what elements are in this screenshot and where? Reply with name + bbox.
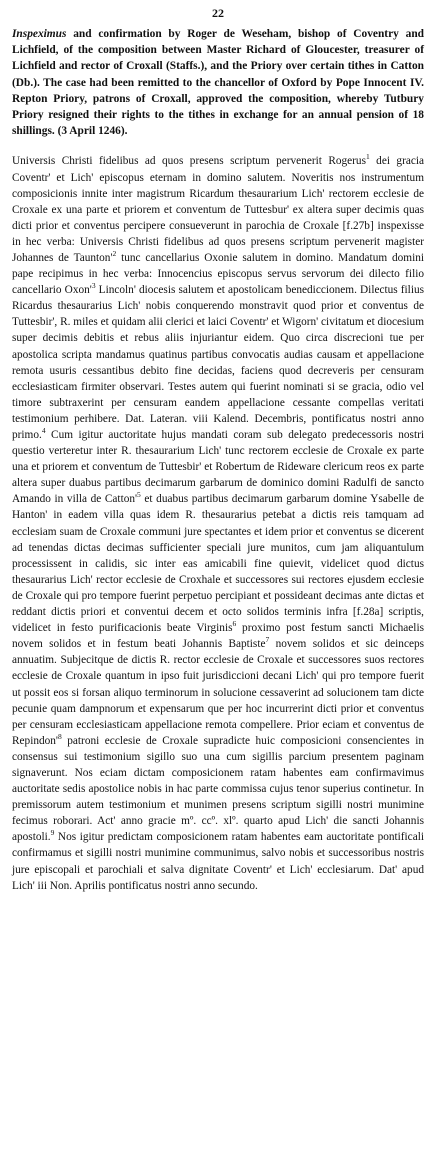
text-segment: Lincoln' diocesis salutem et apostolicam benediccionem. Dilectus filius Ricardus thesaurarius Lich' nobis conquerendo monstravit quod prior et conventus de Tuttesbir', R. miles et quidam alii clerici et laici Coventr' et Wigorn' civitatum et diocesium super decimis debitis et rebus aliis injuriantur eidem. Quo circa discrecioni tue per apostolica scripta mandamus quatinus partibus convocatis audias causam et appellacione remota usuris cessantibus debito fine decidas, faciens quod decreveris per censuram ecclesiasticam firmiter observari. Testes autem qui fuerint nominati si se gracia, odio vel timore subtraxerint per censuram eandem appellacione cessante compellas veritati testimonium perhibere. Dat. Lateran. viii Kalend. Decembris, pontificatus nostri anno primo. [12, 284, 425, 442]
text-segment: novem solidos et sic deinceps annuatim. Subjecitque de dictis R. rector ecclesie de Croxale et successores suos rectores ecclesie de Croxale quantum in ipso fuit jurisdiccioni decani Lich' qui pro tempore fuerit ut possit eos si forsan aliquo terminorum in solucione cessaverint ad solucionem tam dicte pecunie quam dampnorum et expensarum que per hoc incurrerint dicti prior et conventus per censuram ecclesiasticam appellacione remota compellere. Prior eciam et conventus de Repindon' [12, 638, 425, 747]
text-segment: Nos igitur predictam composicionem ratam habentes eam auctoritate pontificali confirmamus et sigilli nostri munimine communimus, salvo nobis et successoribus nostris jure episcopali et parochiali et salva dignitate Coventr' et Lich' ecclesiarum. Dat' apud Lich' iii Non. Aprilis pontificatus nostri anno secundo. [12, 831, 424, 892]
summary-lead-italic: Inspeximus [12, 28, 67, 40]
charter-summary [12, 26, 424, 139]
footnote-marker: 7 [265, 635, 270, 645]
footnote-marker: 4 [41, 426, 46, 436]
footnote-marker: 6 [232, 619, 237, 629]
footnote-marker: 2 [112, 249, 117, 259]
charter-latin-text [12, 153, 424, 893]
footnote-marker: 5 [137, 490, 141, 500]
footnote-marker: 8 [57, 732, 62, 742]
text-segment: et duabus partibus decimarum garbarum domine Ysabelle de Hanton' in eadem villa quas idem R. thesaurarius petebat a dictis reis tamquam ad ecclesiam suam de Croxale communi jure spectantes et idem prior et conventus se dicerent ad tenendas dictas decimas sufficienter speciali jure munitos, cum jam aliquantulum processissent in calidis, sic inter eas amicabili fine quievit, videlicet quod dictus thesaurarius Lich' rector ecclesie de Croxhale et successores sui rectores ejusdem ecclesie de Croxale qui pro tempore fuerint perpetuo percipiant et possideant decimas ante dictas et reddant dictis priori et conventui decem et octo solidos terminis infra [f.28a] scriptis, videlicet in festo purificacionis beate Virginis [12, 493, 424, 635]
text-segment: Cum igitur auctoritate hujus mandati coram sub delegato predecessoris nostri questio verteretur inter R. thesaurarium Lich' tunc rectorem ecclesie de Croxale ex parte una et priorem et conventum de Tuttesbir' et Robertum de Rideware clericum reos ex parte altera super duabus partibus decimarum garbarum de dominico domini Radulfi de sancto Amando in villa de Catton' [12, 429, 424, 506]
text-segment: patroni ecclesie de Croxale supradicte huic composicioni consencientes in consensus sui testimonium sigillo suo una cum sigillis parcium presentem paginam signaverunt. Nos eciam dictam composicionem ratam habentes eam confirmavimus auctoritate sedis apostolice nobis in hac parte commissa cujus tenor superius continetur. In premissorum autem testimonium et munimen presens scriptum sigilli nostri munimine fecimus roborari. Act' anno gracie mº. ccº. xlº. quarto apud Lich' die sancti Johannis apostoli. [12, 734, 424, 844]
page-number: 22 [212, 6, 224, 20]
text-segment: dei gracia Coventr' et Lich' episcopus eternam in domino salutem. Noveritis nos instrumentum composicionis innite inter magistrum Ricardum thesaurarium Lich' rectorem ecclesie de Croxale ex una parte et priorem et conventum de Tuttesbur' ex altera super decimis quas dicti prior et conventus percipere consueverunt in parochia de Croxale [f.27b] inspexisse in hec verba: Universis Christi fidelibus ad quos presens scriptum pervenerit magister Johannes de Taunton' [12, 155, 425, 264]
footnote-marker: 9 [50, 828, 55, 838]
summary-text: and confirmation by Roger de Weseham, bishop of Coventry and Lichfield, of the composition between Master Richard of Gloucester, treasurer of Lichfield and rector of Croxall (Staffs.), and the Priory over certain tithes in Catton (Db.). The case had been remitted to the chancellor of Oxford by Pope Innocent IV. Repton Priory, patrons of Croxall, approved the composition, whereby Tutbury Priory resigned their rights to the tithes in exchange for an annual pension of 18 shillings. (3 April 1246). [12, 28, 424, 138]
text-segment: proximo post festum sancti Michaelis novem solidos et in festum beati Johannis Baptiste [12, 622, 424, 651]
footnote-marker: 3 [91, 281, 96, 291]
footnote-marker: 1 [365, 152, 370, 162]
text-segment: tunc cancellarius Oxonie salutem in domino. Mandatum domini pape recipimus in hec verba: Innocencius episcopus servus servorum dei dilecto filio cancellario Oxon' [12, 251, 425, 297]
text-segment: Universis Christi fidelibus ad quos presens scriptum pervenerit Rogerus [12, 155, 366, 168]
